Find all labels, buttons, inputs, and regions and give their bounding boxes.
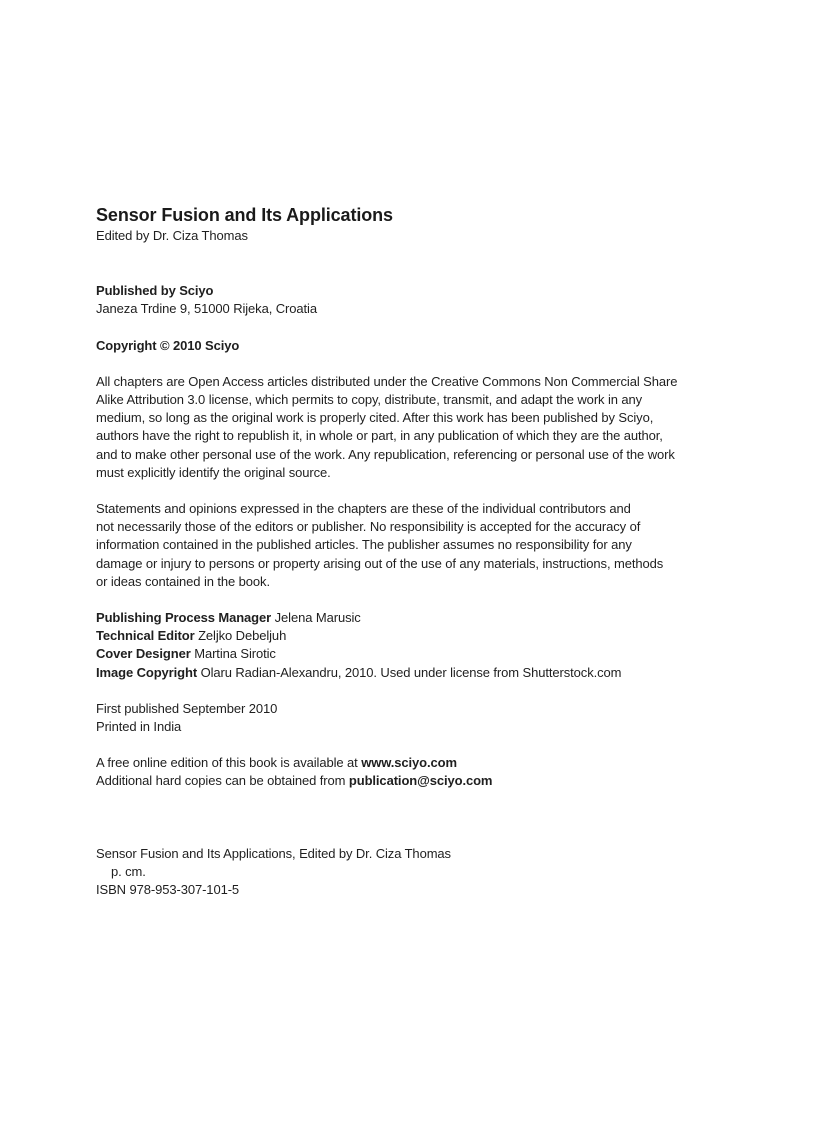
isbn-line: ISBN 978-953-307-101-5 xyxy=(96,882,240,898)
license-line: medium, so long as the original work is properly cited. After this work has been published by Sciyo, xyxy=(96,410,654,426)
spacer xyxy=(96,736,736,754)
publisher-label: Published by Sciyo xyxy=(96,283,214,299)
credit-row xyxy=(96,645,736,663)
spacer xyxy=(96,591,736,609)
disclaimer-line: information contained in the published articles. The publisher assumes no responsibility for any xyxy=(96,537,632,553)
spacer xyxy=(96,245,736,282)
spacer xyxy=(96,482,736,500)
credit-role: Technical Editor xyxy=(96,628,195,644)
website-link[interactable]: www.sciyo.com xyxy=(361,755,457,771)
credit-row xyxy=(96,627,736,645)
disclaimer-line: damage or injury to persons or property arising out of the use of any materials, instructions, methods xyxy=(96,555,664,571)
credit-role: Image Copyright xyxy=(96,664,198,680)
credit-row xyxy=(96,609,736,627)
publisher-address: Janeza Trdine 9, 51000 Rijeka, Croatia xyxy=(96,301,317,317)
credit-name: Olaru Radian-Alexandru, 2010. Used under license from Shutterstock.com xyxy=(197,664,622,680)
credit-name: Jelena Marusic xyxy=(271,610,361,626)
email-link[interactable]: publication@sciyo.com xyxy=(348,773,493,789)
credit-role: Publishing Process Manager xyxy=(96,610,272,626)
availability-info xyxy=(96,754,736,790)
license-paragraph xyxy=(96,373,736,482)
spacer xyxy=(96,319,736,337)
license-line: All chapters are Open Access articles distributed under the Creative Commons Non Commercial Share xyxy=(96,373,678,389)
spacer xyxy=(96,355,736,373)
publication-info xyxy=(96,700,736,736)
online-edition-text: A free online edition of this book is available at xyxy=(96,755,362,771)
credit-name: Zeljko Debeljuh xyxy=(194,628,287,644)
credit-role: Cover Designer xyxy=(96,646,191,662)
copyright-page-content xyxy=(96,203,736,899)
online-edition-line xyxy=(96,754,736,772)
spacer xyxy=(96,791,736,845)
disclaimer-paragraph xyxy=(96,500,736,591)
license-line: authors have the right to republish it, in whole or part, in any publication of which they are the author, xyxy=(96,428,663,444)
editor-line: Edited by Dr. Ciza Thomas xyxy=(96,228,248,243)
hard-copies-text: Additional hard copies can be obtained from xyxy=(96,773,349,789)
hard-copies-line xyxy=(96,772,736,790)
cip-pages-line: p. cm. xyxy=(111,863,146,879)
credit-name: Martina Sirotic xyxy=(190,646,276,662)
credit-row xyxy=(96,664,736,682)
book-title: Sensor Fusion and Its Applications xyxy=(96,205,393,225)
credits-list xyxy=(96,609,736,682)
copyright-line: Copyright © 2010 Sciyo xyxy=(96,337,240,353)
printed-line: Printed in India xyxy=(96,719,182,735)
spacer xyxy=(96,682,736,700)
license-line: Alike Attribution 3.0 license, which permits to copy, distribute, transmit, and adapt the work in any xyxy=(96,392,643,408)
disclaimer-line: Statements and opinions expressed in the chapters are these of the individual contributors and xyxy=(96,501,631,517)
cip-block xyxy=(96,845,736,900)
license-line: must explicitly identify the original source. xyxy=(96,464,331,480)
disclaimer-line: or ideas contained in the book. xyxy=(96,573,270,589)
cip-title-line: Sensor Fusion and Its Applications, Edited by Dr. Ciza Thomas xyxy=(96,845,451,861)
license-line: and to make other personal use of the work. Any republication, referencing or personal use of the work xyxy=(96,446,675,462)
disclaimer-line: not necessarily those of the editors or publisher. No responsibility is accepted for the accuracy of xyxy=(96,519,641,535)
first-published-line: First published September 2010 xyxy=(96,700,278,716)
